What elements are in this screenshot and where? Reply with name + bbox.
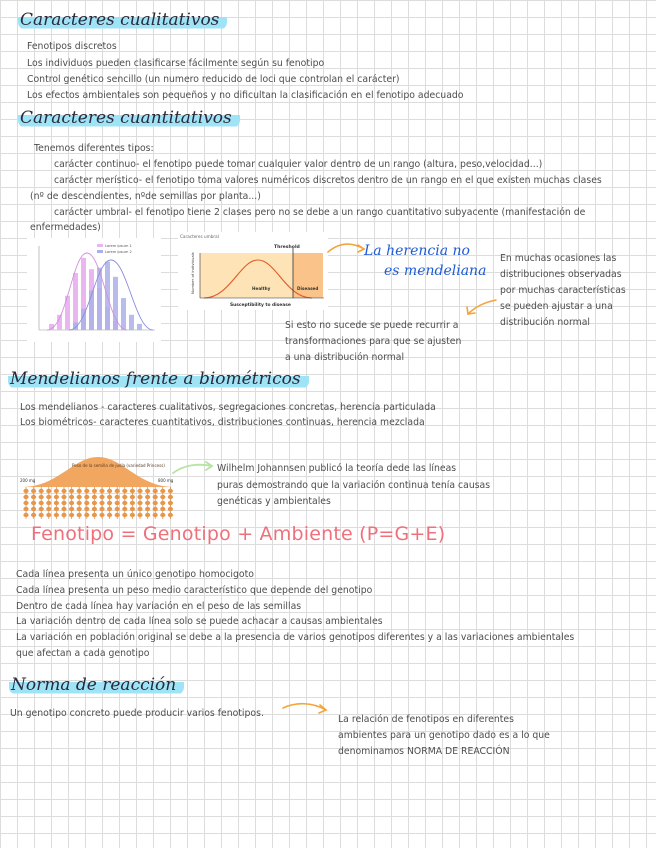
- bean-seed: [153, 495, 158, 499]
- bean-seed: [122, 513, 127, 517]
- note-herencia-2: es mendeliana: [384, 263, 487, 279]
- threshold-chart: [178, 232, 328, 310]
- bean-seed: [84, 507, 89, 511]
- bean-seed: [54, 507, 59, 511]
- bean-seed: [107, 507, 112, 511]
- bean-left-weight: 200 mg: [20, 478, 36, 483]
- bean-seed: [31, 489, 36, 493]
- note-normal-2: distribuciones observadas: [500, 269, 622, 280]
- bean-seed: [23, 507, 28, 511]
- bean-seed: [153, 507, 158, 511]
- bean-seed: [137, 495, 142, 499]
- bean-seed: [54, 501, 59, 505]
- histogram-legend-swatch-1: [97, 244, 103, 247]
- bean-seed: [69, 513, 74, 517]
- bean-seed: [61, 507, 66, 511]
- bean-seed: [46, 501, 51, 505]
- arrow-to-norma-note: [280, 700, 330, 718]
- arrow-to-herencia: [326, 240, 368, 260]
- bean-seed: [84, 501, 89, 505]
- bean-weight-figure: [18, 455, 178, 525]
- bean-seed: [23, 489, 28, 493]
- arrow-to-transform: [462, 296, 500, 320]
- title-norma: Norma de reacción: [9, 675, 184, 695]
- bean-seed: [115, 495, 120, 499]
- bean-seed: [153, 501, 158, 505]
- bean-seed: [92, 501, 97, 505]
- title-cuantitativos: Caracteres cuantitativos: [18, 108, 240, 128]
- bean-seed: [122, 501, 127, 505]
- bean-seed: [31, 507, 36, 511]
- cuant-type-meristico-cont: (nº de descendientes, nºde semillas por planta...): [30, 191, 261, 202]
- bean-seed: [145, 495, 150, 499]
- bean-seed: [122, 489, 127, 493]
- bean-seed: [39, 489, 44, 493]
- bean-seed: [92, 513, 97, 517]
- formula-fenotipo: Fenotipo = Genotipo + Ambiente (P=G+E): [31, 523, 446, 545]
- cual-line-3: Control genético sencillo (un numero reducido de loci que controlan el carácter): [27, 74, 400, 85]
- note-transform-1: Si esto no sucede se puede recurrir a: [285, 320, 459, 331]
- mend-line-1: Los mendelianos - caracteres cualitativos, segregaciones concretas, herencia particulada: [20, 402, 436, 413]
- bean-seed: [99, 513, 104, 517]
- bean-seed: [137, 489, 142, 493]
- bean-seed: [46, 513, 51, 517]
- bean-seed: [130, 489, 135, 493]
- note-normal-4: se pueden ajustar a una: [500, 301, 613, 312]
- johannsen-2: puras demostrando que la variación continua tenía causas: [217, 480, 491, 491]
- histogram-bar-purple: [121, 298, 126, 330]
- bean-seed: [46, 489, 51, 493]
- bean-seed: [160, 507, 165, 511]
- cuant-type-meristico: carácter merístico- el fenotipo toma valores numéricos discretos dentro de un rango en el que existen muchas clases: [54, 175, 602, 186]
- threshold-x-label: Susceptibility to disease: [230, 303, 291, 308]
- norma-note-3: denominamos NORMA DE REACCIÓN: [338, 746, 510, 757]
- bean-seed: [107, 495, 112, 499]
- bean-seed: [160, 501, 165, 505]
- histogram-bar-purple: [89, 290, 94, 330]
- bean-seed: [31, 501, 36, 505]
- histogram-figure: [27, 238, 161, 342]
- bean-label: Peso de la semilla de judía (variedad Princess): [72, 463, 165, 468]
- bean-seed: [130, 507, 135, 511]
- johannsen-1: Wilhelm Johannsen publicó la teoría dede las líneas: [217, 463, 457, 474]
- threshold-area-diseased: [293, 253, 323, 298]
- title-mendelianos: Mendelianos frente a biométricos: [8, 369, 309, 389]
- histogram-legend-2: Lorem ipsum 2: [105, 250, 132, 254]
- mend-line-2: Los biométricos- caracteres cuantitativos, distribuciones continuas, herencia mezclada: [20, 417, 425, 428]
- note-herencia-1: La herencia no: [364, 243, 470, 259]
- bean-seed: [130, 495, 135, 499]
- histogram-bar-purple: [129, 315, 134, 330]
- cual-line-4: Los efectos ambientales son pequeños y no dificultan la clasificación en el fenotipo adecuado: [27, 90, 464, 101]
- bean-seed: [84, 495, 89, 499]
- bean-seed: [61, 513, 66, 517]
- histogram-bar-pink: [57, 315, 62, 330]
- note-transform-2: transformaciones para que se ajusten: [285, 336, 462, 347]
- bean-bell-curve: [22, 457, 174, 487]
- bean-seed: [168, 489, 173, 493]
- cuant-type-umbral: carácter umbral- el fenotipo tiene 2 clases pero no se debe a un rango cuantitativo subyacente (manifestación de: [54, 207, 586, 218]
- bean-seed: [77, 489, 82, 493]
- linea-1: Cada línea presenta un único genotipo homocigoto: [16, 569, 254, 580]
- bean-seed: [99, 495, 104, 499]
- bean-seed: [31, 513, 36, 517]
- bean-seed: [115, 489, 120, 493]
- bean-seed: [168, 507, 173, 511]
- bean-seed: [77, 501, 82, 505]
- bean-seed: [107, 489, 112, 493]
- bean-seed: [122, 495, 127, 499]
- threshold-label: Threshold: [274, 245, 300, 250]
- bean-seed: [168, 501, 173, 505]
- bean-seed: [107, 513, 112, 517]
- cual-line-2: Los individuos pueden clasificarse fácilmente según su fenotipo: [27, 58, 325, 69]
- threshold-healthy-label: Healthy: [252, 286, 271, 291]
- bean-seed: [115, 507, 120, 511]
- bean-seed: [99, 507, 104, 511]
- threshold-title: Caracteres umbral: [180, 234, 219, 239]
- cuant-type-umbral-cont: enfermedades): [30, 222, 101, 233]
- note-normal-1: En muchas ocasiones las: [500, 253, 617, 264]
- bean-seed: [69, 495, 74, 499]
- bean-seed: [61, 501, 66, 505]
- bean-seed: [69, 501, 74, 505]
- bean-seed: [168, 495, 173, 499]
- cuant-intro: Tenemos diferentes tipos:: [34, 143, 154, 154]
- bean-seed: [69, 507, 74, 511]
- bean-seed: [39, 513, 44, 517]
- bean-seed: [39, 501, 44, 505]
- bean-seed: [69, 489, 74, 493]
- bean-seed: [160, 489, 165, 493]
- bean-seed: [145, 489, 150, 493]
- norma-note-2: ambientes para un genotipo dado es a lo que: [338, 730, 550, 741]
- cual-line-1: Fenotipos discretos: [27, 41, 117, 52]
- bean-seed: [122, 507, 127, 511]
- bean-seed: [46, 507, 51, 511]
- bean-seed: [153, 489, 158, 493]
- bean-seed: [54, 513, 59, 517]
- bean-seed: [160, 513, 165, 517]
- bean-seed: [145, 501, 150, 505]
- note-normal-3: por muchas características: [500, 285, 626, 296]
- histogram-bar-pink: [73, 273, 78, 330]
- bean-seed: [107, 501, 112, 505]
- linea-3: Dentro de cada línea hay variación en el peso de las semillas: [16, 601, 302, 612]
- bean-seed: [137, 513, 142, 517]
- arrow-to-johannsen: [170, 460, 216, 478]
- bean-seed: [92, 495, 97, 499]
- linea-6: que afectan a cada genotipo: [16, 648, 150, 659]
- bean-seed: [92, 489, 97, 493]
- threshold-diseased-label: Diseased: [297, 286, 319, 291]
- bean-seed: [77, 513, 82, 517]
- bean-seed: [39, 495, 44, 499]
- threshold-y-label: Number of individuals: [190, 252, 195, 294]
- bean-seed: [84, 513, 89, 517]
- bean-seed: [92, 507, 97, 511]
- bean-seed: [39, 507, 44, 511]
- bean-seed: [160, 495, 165, 499]
- norma-note-1: La relación de fenotipos en diferentes: [338, 714, 514, 725]
- histogram-bar-purple: [137, 324, 142, 330]
- cuant-type-continuo: carácter continuo- el fenotipo puede tomar cualquier valor dentro de un rango (altura, peso,velocidad...): [54, 159, 543, 170]
- norma-line: Un genotipo concreto puede producir varios fenotipos.: [10, 708, 264, 719]
- bean-seed: [77, 507, 82, 511]
- bean-seed: [137, 507, 142, 511]
- bean-seed: [84, 489, 89, 493]
- bean-seed: [137, 501, 142, 505]
- title-cualitativos: Caracteres cualitativos: [18, 10, 227, 30]
- bean-right-weight: 800 mg: [158, 478, 174, 483]
- linea-2: Cada línea presenta un peso medio característico que depende del genotipo: [16, 585, 373, 596]
- bean-seed: [54, 489, 59, 493]
- histogram-legend-swatch-2: [97, 250, 103, 253]
- bean-seed: [54, 495, 59, 499]
- bean-seed: [115, 513, 120, 517]
- bean-seed: [115, 501, 120, 505]
- bean-seed: [46, 495, 51, 499]
- note-transform-3: a una distribución normal: [285, 352, 405, 363]
- bean-seed: [23, 495, 28, 499]
- bean-seed: [145, 513, 150, 517]
- bean-seed: [168, 513, 173, 517]
- bean-seed: [99, 489, 104, 493]
- note-normal-5: distribución normal: [500, 317, 590, 328]
- johannsen-3: genéticas y ambientales: [217, 496, 331, 507]
- bean-seed: [145, 507, 150, 511]
- bean-seed: [31, 495, 36, 499]
- linea-5: La variación en población original se debe a la presencia de varios genotipos diferentes y a las variaciones ambientales: [16, 632, 575, 643]
- bean-seed: [130, 501, 135, 505]
- bean-seed: [61, 495, 66, 499]
- linea-4: La variación dentro de cada línea solo se puede achacar a causas ambientales: [16, 616, 383, 627]
- bean-seed: [77, 495, 82, 499]
- bean-seed: [130, 513, 135, 517]
- bean-seed: [153, 513, 158, 517]
- histogram-legend-1: Lorem ipsum 1: [105, 244, 132, 248]
- bean-seed: [61, 489, 66, 493]
- bean-seed: [23, 501, 28, 505]
- bean-seed: [23, 513, 28, 517]
- bean-seed: [99, 501, 104, 505]
